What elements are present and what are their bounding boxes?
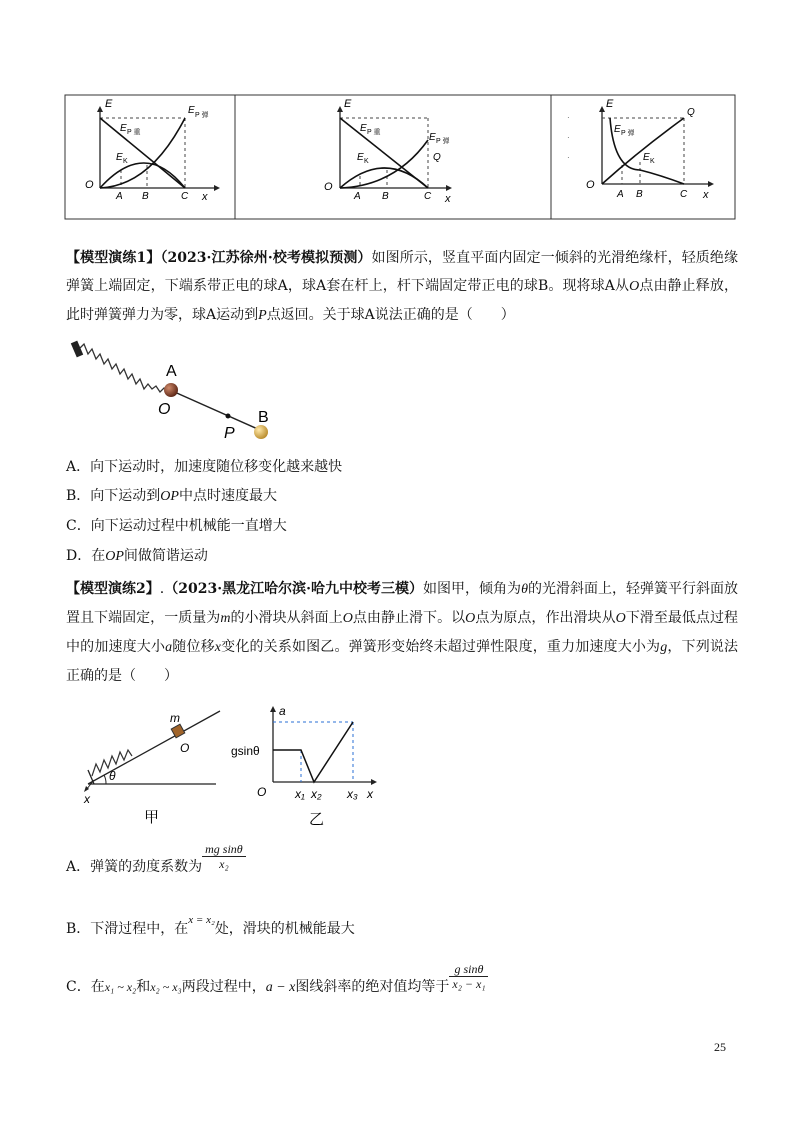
energy-graph-1	[85, 98, 220, 203]
label-a: A	[166, 363, 177, 380]
axis-label-e: E	[606, 98, 614, 110]
svg-text:·: ·	[567, 113, 570, 122]
energy-graph-2	[324, 98, 452, 205]
label-ek: E	[643, 152, 650, 163]
q1-option-c[interactable]: C．向下运动过程中机械能一直增大	[66, 518, 287, 534]
label-ek-sub: K	[123, 158, 128, 165]
q1-stem: 【模型演练1】（2023·江苏徐州·校考模拟预测）如图所示，竖直平面内固定一倾斜的光滑绝缘杆，轻质绝缘弹簧上端固定，下端系带正电的球A，球A套在杆上，杆下端固定带正电的球B。现将球A从O点由静止释放，此时弹簧弹力为零，球A运动到P点返回。关于球A说法正确的是（ ）	[66, 250, 738, 323]
q1-option-b[interactable]: B．向下运动到OP中点时速度最大	[66, 488, 277, 504]
label-ep-gravity-sub: P 重	[367, 129, 381, 136]
label-ep-spring: E	[614, 124, 621, 135]
caption-jia: 甲	[144, 809, 160, 824]
label-ep-spring: E	[188, 105, 195, 116]
label-ep-spring-sub: P 弹	[436, 138, 450, 145]
tick-c: C	[181, 191, 189, 202]
a-x-curve	[273, 722, 353, 782]
axis-label-e: E	[105, 98, 113, 110]
label-ep-gravity: E	[120, 123, 127, 134]
tick-c: C	[424, 191, 432, 202]
tick-x3: x₃	[347, 787, 358, 801]
tick-x2: x₂	[311, 787, 322, 801]
tick-a: A	[617, 189, 624, 200]
label-x: x	[84, 792, 90, 806]
axis-label-e: E	[344, 98, 352, 110]
label-o: O	[158, 401, 171, 418]
q2-option-b[interactable]: B．下滑过程中，在$^{x = x_2}$处，滑块的机械能最大	[66, 914, 355, 937]
axis-label-x: x	[367, 787, 373, 801]
axis-label-a: a	[279, 704, 286, 718]
q2-stem: 【模型演练2】.（2023·黑龙江哈尔滨·哈九中校考三模）如图甲，倾角为θ的光滑斜面上，轻弹簧平行斜面放置且下端固定，一质量为m的小滑块从斜面上O点由静止滑下。以O点为原点，作出滑块从O下滑至最低点过程中的加速度大小a随位移x变化的关系如图乙。弹簧形变始终未超过弹性限度，重力加速度大小为g，下列说法正确的是（ ）	[66, 581, 739, 684]
tick-b: B	[382, 191, 389, 202]
q2-tag: 【模型演练2】	[66, 581, 160, 597]
label-o: O	[180, 741, 190, 755]
label-theta: θ	[109, 769, 116, 783]
label-ep-gravity: E	[360, 123, 367, 134]
label-ek-sub: K	[364, 158, 369, 165]
origin-label: O	[85, 179, 94, 191]
svg-text:·: ·	[567, 153, 570, 162]
point-p	[226, 414, 231, 419]
origin-label: O	[257, 785, 267, 799]
q2-option-a[interactable]: A．弹簧的劲度系数为 $\frac{\text{mg sinθ}}{\text{x₂}}$	[66, 842, 246, 871]
spring	[80, 344, 168, 392]
fraction-slope: $\frac{\text{g sinθ}}{\text{x₂ − x₁}}$	[449, 962, 488, 991]
label-b: B	[258, 409, 269, 426]
block	[171, 724, 185, 738]
tick-c: C	[680, 189, 688, 200]
q1-figure-rod-spring	[60, 330, 300, 450]
label-p: P	[224, 425, 235, 442]
q2-figure-jia	[78, 706, 228, 824]
ball-b	[254, 425, 268, 439]
label-ek: E	[357, 152, 364, 163]
q1-option-d[interactable]: D．在OP间做简谐运动	[66, 548, 208, 564]
fraction-k: $\frac{\text{mg sinθ}}{\text{x₂}}$	[202, 842, 246, 871]
tick-b: B	[636, 189, 643, 200]
tick-a: A	[116, 191, 123, 202]
q2-figure-yi	[225, 700, 385, 830]
tick-b: B	[142, 191, 149, 202]
point-q: Q	[687, 107, 695, 118]
label-ep-spring: E	[429, 132, 436, 143]
origin-label: O	[586, 179, 595, 191]
label-ep-gravity-sub: P 重	[127, 129, 141, 136]
energy-graph-3	[567, 98, 714, 201]
origin-label: O	[324, 181, 333, 193]
axis-label-x: x	[445, 193, 451, 205]
q1-tag: 【模型演练1】	[66, 250, 161, 266]
label-ek-sub: K	[650, 158, 655, 165]
rod	[170, 390, 260, 430]
label-ep-spring-sub: P 弹	[195, 112, 209, 119]
label-ep-spring-sub: P 弹	[621, 130, 635, 137]
tick-a: A	[354, 191, 361, 202]
top-table-figures	[0, 0, 800, 230]
ball-a	[164, 383, 178, 397]
label-m: m	[170, 711, 180, 725]
label-gsin: gsinθ	[231, 744, 260, 758]
label-ek: E	[116, 152, 123, 163]
caption-yi: 乙	[309, 811, 325, 828]
q1-option-a[interactable]: A．向下运动时，加速度随位移变化越来越快	[66, 459, 343, 475]
q2-option-c[interactable]: C．在x₁ ~ x₂和x₂ ~ x₃两段过程中，a − x图线斜率的绝对值均等于 $\frac{\text{g sinθ}}{\text{x₂ − x₁}}$	[66, 962, 488, 991]
point-q: Q	[433, 152, 441, 163]
q1-source: （2023·江苏徐州·校考模拟预测）	[160, 250, 372, 266]
svg-text:·: ·	[567, 133, 570, 142]
tick-x1: x₁	[295, 787, 305, 801]
q2-source: （2023·黑龙江哈尔滨·哈九中校考三模）	[164, 581, 424, 597]
axis-label-x: x	[202, 191, 208, 203]
page-number: 25	[714, 1040, 726, 1054]
axis-label-x: x	[703, 189, 709, 201]
